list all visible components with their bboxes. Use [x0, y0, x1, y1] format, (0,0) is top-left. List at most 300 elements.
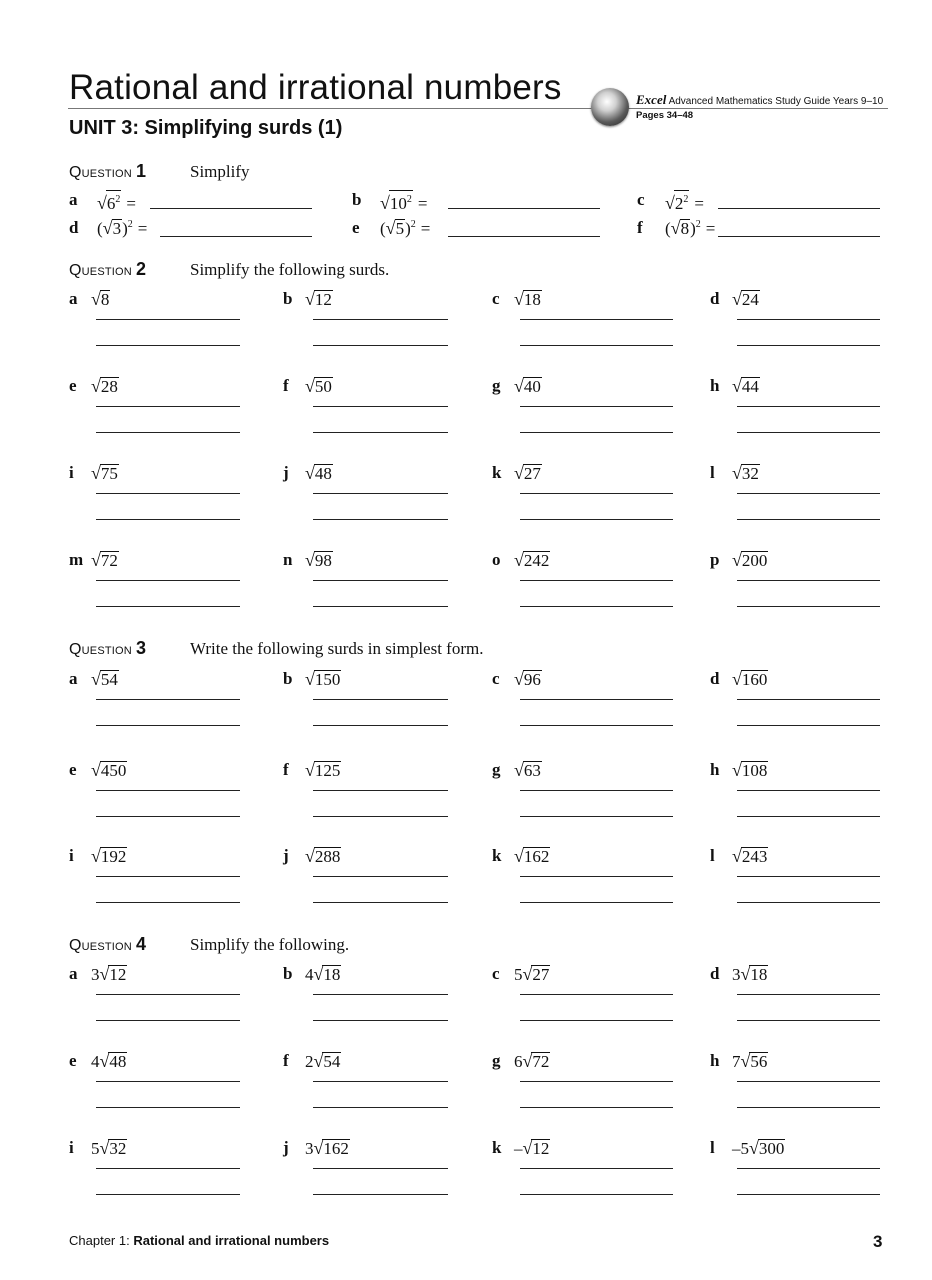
- radical-sign-icon: √: [99, 1138, 110, 1158]
- surd-expression: [305, 550, 333, 571]
- exponent: 2: [115, 194, 121, 205]
- coefficient: 3: [305, 1139, 314, 1158]
- answer-line[interactable]: [313, 816, 448, 817]
- surd-expression: [305, 1051, 341, 1072]
- radical-sign-icon: √: [670, 218, 681, 238]
- surd-expression: [514, 1051, 550, 1072]
- answer-line[interactable]: [96, 1168, 240, 1169]
- item-letter: f: [283, 1051, 289, 1070]
- open-paren: (: [97, 219, 103, 238]
- question-2-heading: Question 2 Simplify the following surds.: [69, 259, 390, 279]
- answer-line[interactable]: [520, 1107, 673, 1108]
- item-letter: g: [492, 376, 501, 395]
- radicand-value: 6: [106, 194, 116, 213]
- answer-line[interactable]: [718, 236, 880, 237]
- close-paren: ): [405, 219, 411, 238]
- coefficient: 4: [91, 1052, 100, 1071]
- answer-line[interactable]: [313, 345, 448, 346]
- item-letter: c: [492, 964, 500, 983]
- answer-line[interactable]: [520, 1081, 673, 1082]
- answer-line[interactable]: [737, 1107, 880, 1108]
- answer-line[interactable]: [96, 1020, 240, 1021]
- item-letter: p: [710, 550, 720, 569]
- answer-line[interactable]: [96, 876, 240, 877]
- radicand: [395, 219, 406, 237]
- radicand-value: 3: [112, 219, 122, 238]
- radicand-value: 8: [100, 290, 110, 309]
- answer-line[interactable]: [520, 406, 673, 407]
- radicand: [531, 1052, 550, 1070]
- radical-sign-icon: √: [305, 550, 315, 570]
- question-1-instruction: Simplify: [190, 162, 250, 181]
- radicand: [100, 464, 119, 482]
- radicand: [523, 464, 542, 482]
- answer-line[interactable]: [737, 606, 880, 607]
- radicand: [100, 761, 128, 779]
- surd-expression: [514, 376, 542, 397]
- book-title: Advanced Mathematics Study Guide Years 9–10: [668, 96, 884, 107]
- answer-line[interactable]: [520, 902, 673, 903]
- item-letter: d: [69, 218, 79, 237]
- radicand: [100, 847, 128, 865]
- item-letter: c: [637, 190, 645, 209]
- coefficient: 4: [305, 965, 314, 984]
- radical-sign-icon: √: [385, 218, 396, 238]
- radicand-value: 125: [314, 761, 341, 780]
- item-letter: m: [69, 550, 84, 569]
- radical-sign-icon: √: [305, 376, 315, 396]
- coefficient: 6: [514, 1052, 523, 1071]
- radical-sign-icon: √: [514, 376, 524, 396]
- item-letter: b: [283, 289, 293, 308]
- item-letter: l: [710, 1138, 715, 1157]
- radical-sign-icon: √: [740, 964, 751, 984]
- answer-line[interactable]: [737, 790, 880, 791]
- radicand: [389, 190, 413, 212]
- radical-sign-icon: √: [522, 1138, 533, 1158]
- answer-line[interactable]: [520, 876, 673, 877]
- item-letter: f: [283, 760, 289, 779]
- radicand-value: 150: [314, 670, 341, 689]
- answer-line[interactable]: [96, 699, 240, 700]
- radicand-value: 32: [741, 464, 759, 483]
- answer-line[interactable]: [313, 580, 448, 581]
- radicand: [674, 190, 690, 212]
- radicand: [314, 847, 342, 865]
- radicand: [314, 670, 342, 688]
- answer-line[interactable]: [96, 902, 240, 903]
- radical-sign-icon: √: [91, 669, 101, 689]
- answer-line[interactable]: [313, 493, 448, 494]
- surd-expression: [91, 1138, 127, 1159]
- answer-line[interactable]: [313, 1168, 448, 1169]
- answer-line[interactable]: [313, 1107, 448, 1108]
- radicand-value: 5: [395, 219, 405, 238]
- answer-line[interactable]: [737, 432, 880, 433]
- answer-line[interactable]: [96, 319, 240, 320]
- item-letter: h: [710, 760, 720, 779]
- item-letter: f: [637, 218, 643, 237]
- radicand: [758, 1139, 786, 1157]
- answer-line[interactable]: [160, 236, 312, 237]
- radical-sign-icon: √: [102, 218, 113, 238]
- close-paren: ): [690, 219, 696, 238]
- answer-line[interactable]: [520, 432, 673, 433]
- item-letter: c: [492, 669, 500, 688]
- surd-expression: [91, 289, 110, 310]
- item-letter: k: [492, 1138, 502, 1157]
- radical-sign-icon: √: [514, 760, 524, 780]
- radical-sign-icon: √: [749, 1138, 759, 1158]
- answer-line[interactable]: [520, 606, 673, 607]
- item-letter: i: [69, 463, 74, 482]
- equals-sign: =: [705, 219, 716, 238]
- answer-line[interactable]: [150, 208, 312, 209]
- item-letter: e: [69, 1051, 77, 1070]
- radicand: [741, 290, 760, 308]
- answer-line[interactable]: [737, 1194, 880, 1195]
- answer-line[interactable]: [96, 519, 240, 520]
- answer-line[interactable]: [313, 1020, 448, 1021]
- answer-line[interactable]: [313, 876, 448, 877]
- answer-line[interactable]: [96, 1081, 240, 1082]
- answer-line[interactable]: [520, 725, 673, 726]
- item-letter: c: [492, 289, 500, 308]
- equals-sign: =: [417, 194, 428, 213]
- footer-chapter: Chapter 1: Rational and irrational numbers: [69, 1233, 330, 1248]
- surd-expression: [514, 669, 542, 690]
- radicand-value: 48: [109, 1052, 127, 1071]
- radical-sign-icon: √: [732, 760, 742, 780]
- unit-heading: UNIT 3: Simplifying surds (1): [69, 117, 343, 139]
- answer-line[interactable]: [737, 345, 880, 346]
- radicand-value: 72: [100, 551, 118, 570]
- item-letter: k: [492, 846, 502, 865]
- answer-line[interactable]: [313, 725, 448, 726]
- radicand-value: 72: [532, 1052, 550, 1071]
- answer-line[interactable]: [737, 816, 880, 817]
- item-letter: g: [492, 1051, 501, 1070]
- radicand-value: 27: [532, 965, 550, 984]
- question-3-instruction: Write the following surds in simplest form.: [190, 639, 484, 658]
- open-paren: (: [380, 219, 386, 238]
- answer-line[interactable]: [737, 1168, 880, 1169]
- coefficient: 3: [732, 965, 741, 984]
- answer-line[interactable]: [737, 1081, 880, 1082]
- answer-line[interactable]: [96, 493, 240, 494]
- radicand: [100, 670, 119, 688]
- answer-line[interactable]: [737, 994, 880, 995]
- answer-line[interactable]: [737, 876, 880, 877]
- radicand-value: 24: [741, 290, 759, 309]
- radicand-value: 200: [741, 551, 768, 570]
- item-letter: d: [710, 289, 720, 308]
- excel-logo-icon: [591, 88, 629, 126]
- radicand: [749, 965, 768, 983]
- radical-sign-icon: √: [732, 463, 742, 483]
- radicand: [531, 965, 550, 983]
- answer-line[interactable]: [313, 790, 448, 791]
- radicand: [680, 219, 691, 237]
- radicand: [741, 670, 769, 688]
- item-letter: k: [492, 463, 502, 482]
- question-4-instruction: Simplify the following.: [190, 935, 350, 954]
- radicand: [108, 965, 127, 983]
- radicand: [314, 761, 342, 779]
- answer-line[interactable]: [313, 606, 448, 607]
- answer-line[interactable]: [737, 580, 880, 581]
- radicand-value: 96: [523, 670, 541, 689]
- answer-line[interactable]: [737, 699, 880, 700]
- item-letter: g: [492, 760, 501, 779]
- radicand-value: 40: [523, 377, 541, 396]
- answer-line[interactable]: [520, 1194, 673, 1195]
- radicand-value: 243: [741, 847, 768, 866]
- radicand: [749, 1052, 768, 1070]
- surd-expression: [91, 669, 119, 690]
- radical-sign-icon: √: [91, 376, 101, 396]
- answer-line[interactable]: [737, 519, 880, 520]
- radical-sign-icon: √: [522, 964, 533, 984]
- radicand: [314, 464, 333, 482]
- radicand-value: 288: [314, 847, 341, 866]
- item-letter: e: [352, 218, 360, 237]
- surd-expression: [514, 463, 542, 484]
- page-number: 3: [873, 1232, 883, 1251]
- radicand-value: 54: [100, 670, 118, 689]
- radicand-value: 12: [109, 965, 127, 984]
- radicand-value: 2: [674, 194, 684, 213]
- surd-expression: [305, 289, 333, 310]
- exponent: 2: [695, 219, 701, 230]
- exponent: 2: [683, 194, 689, 205]
- header-rule: [68, 108, 888, 109]
- answer-line[interactable]: [520, 816, 673, 817]
- answer-line[interactable]: [313, 699, 448, 700]
- answer-line[interactable]: [737, 406, 880, 407]
- surd-expression: [305, 1138, 350, 1159]
- answer-line[interactable]: [96, 606, 240, 607]
- radical-sign-icon: √: [313, 1051, 324, 1071]
- item-letter: b: [352, 190, 362, 209]
- exponent: 2: [406, 194, 412, 205]
- radicand-value: 108: [741, 761, 768, 780]
- radicand-value: 160: [741, 670, 768, 689]
- item-letter: j: [283, 846, 289, 865]
- coefficient: 3: [91, 965, 100, 984]
- surd-expression: [732, 760, 768, 781]
- answer-line[interactable]: [737, 319, 880, 320]
- question-4-heading: Question 4 Simplify the following.: [69, 934, 350, 954]
- question-1-heading: Question 1 Simplify: [69, 161, 250, 181]
- surd-expression: [91, 760, 127, 781]
- answer-line[interactable]: [520, 493, 673, 494]
- radical-sign-icon: √: [514, 846, 524, 866]
- item-letter: d: [710, 964, 720, 983]
- item-letter: h: [710, 376, 720, 395]
- radicand-value: 10: [389, 194, 407, 213]
- radicand: [523, 551, 551, 569]
- radical-sign-icon: √: [313, 964, 324, 984]
- answer-line[interactable]: [737, 493, 880, 494]
- coefficient: –5: [732, 1139, 749, 1158]
- radical-sign-icon: √: [514, 669, 524, 689]
- answer-line[interactable]: [313, 1194, 448, 1195]
- radical-sign-icon: √: [91, 289, 101, 309]
- answer-line[interactable]: [520, 1020, 673, 1021]
- radicand: [314, 290, 333, 308]
- radicand: [322, 1052, 341, 1070]
- answer-line[interactable]: [448, 236, 600, 237]
- item-letter: a: [69, 669, 78, 688]
- radical-sign-icon: √: [99, 964, 110, 984]
- answer-line[interactable]: [96, 432, 240, 433]
- page-range: Pages 34–48: [636, 110, 694, 121]
- surd-expression: [305, 760, 341, 781]
- radicand: [100, 551, 119, 569]
- answer-line[interactable]: [520, 580, 673, 581]
- radicand-value: 242: [523, 551, 550, 570]
- item-letter: a: [69, 289, 78, 308]
- surd-expression: [514, 550, 550, 571]
- radical-sign-icon: √: [514, 289, 524, 309]
- answer-line[interactable]: [313, 319, 448, 320]
- answer-line[interactable]: [520, 319, 673, 320]
- radical-sign-icon: √: [740, 1051, 751, 1071]
- answer-line[interactable]: [96, 580, 240, 581]
- answer-line[interactable]: [313, 1081, 448, 1082]
- radicand: [314, 377, 333, 395]
- radicand-value: 300: [758, 1139, 785, 1158]
- radicand: [741, 464, 760, 482]
- radical-sign-icon: √: [514, 550, 524, 570]
- surd-expression: [514, 760, 542, 781]
- item-letter: a: [69, 190, 78, 209]
- answer-line[interactable]: [520, 345, 673, 346]
- exponent: 2: [410, 219, 416, 230]
- item-letter: e: [69, 376, 77, 395]
- radical-sign-icon: √: [522, 1051, 533, 1071]
- radicand: [531, 1139, 550, 1157]
- radicand-value: 18: [750, 965, 768, 984]
- radicand: [741, 377, 760, 395]
- radicand: [523, 847, 551, 865]
- answer-line[interactable]: [313, 406, 448, 407]
- answer-line[interactable]: [520, 994, 673, 995]
- answer-line[interactable]: [718, 208, 880, 209]
- answer-line[interactable]: [96, 345, 240, 346]
- radical-sign-icon: √: [732, 376, 742, 396]
- radical-sign-icon: √: [91, 463, 101, 483]
- surd-expression: [91, 463, 119, 484]
- answer-line[interactable]: [313, 902, 448, 903]
- surd-expression: [97, 218, 147, 239]
- answer-line[interactable]: [96, 725, 240, 726]
- answer-line[interactable]: [737, 1020, 880, 1021]
- item-letter: f: [283, 376, 289, 395]
- answer-line[interactable]: [96, 816, 240, 817]
- surd-expression: [380, 190, 427, 214]
- answer-line[interactable]: [520, 790, 673, 791]
- radicand: [523, 377, 542, 395]
- surd-expression: [732, 289, 760, 310]
- radical-sign-icon: √: [732, 550, 742, 570]
- answer-line[interactable]: [96, 790, 240, 791]
- answer-line[interactable]: [96, 406, 240, 407]
- radicand: [523, 761, 542, 779]
- surd-expression: [514, 846, 550, 867]
- item-letter: l: [710, 463, 715, 482]
- radicand-value: 18: [523, 290, 541, 309]
- surd-expression: [732, 669, 768, 690]
- radical-sign-icon: √: [91, 760, 101, 780]
- item-letter: i: [69, 846, 74, 865]
- radicand: [741, 847, 769, 865]
- surd-expression: [305, 669, 341, 690]
- question-3-heading: Question 3 Write the following surds in simplest form.: [69, 638, 484, 658]
- radical-sign-icon: √: [514, 463, 524, 483]
- surd-expression: [665, 190, 704, 214]
- radicand: [322, 965, 341, 983]
- answer-line[interactable]: [520, 519, 673, 520]
- answer-line[interactable]: [448, 208, 600, 209]
- answer-line[interactable]: [96, 1107, 240, 1108]
- answer-line[interactable]: [96, 1194, 240, 1195]
- open-paren: (: [665, 219, 671, 238]
- answer-line[interactable]: [313, 994, 448, 995]
- surd-expression: [97, 190, 136, 214]
- answer-line[interactable]: [737, 902, 880, 903]
- item-letter: e: [69, 760, 77, 779]
- surd-expression: [91, 1051, 127, 1072]
- answer-line[interactable]: [96, 994, 240, 995]
- answer-line[interactable]: [520, 1168, 673, 1169]
- radical-sign-icon: √: [99, 1051, 110, 1071]
- brand-name: Excel: [636, 92, 667, 107]
- radicand: [322, 1139, 350, 1157]
- surd-expression: [514, 1138, 550, 1159]
- radical-sign-icon: √: [732, 846, 742, 866]
- radical-sign-icon: √: [305, 669, 315, 689]
- radicand: [112, 219, 123, 237]
- answer-line[interactable]: [313, 432, 448, 433]
- answer-line[interactable]: [737, 725, 880, 726]
- surd-expression: [732, 550, 768, 571]
- surd-expression: [732, 376, 760, 397]
- radical-sign-icon: √: [313, 1138, 324, 1158]
- answer-line[interactable]: [520, 699, 673, 700]
- surd-expression: [305, 846, 341, 867]
- equals-sign: =: [126, 194, 136, 213]
- answer-line[interactable]: [313, 519, 448, 520]
- surd-expression: [514, 289, 542, 310]
- item-letter: a: [69, 964, 78, 983]
- page-title: Rational and irrational numbers: [69, 68, 562, 107]
- radicand-value: 63: [523, 761, 541, 780]
- surd-expression: [91, 846, 127, 867]
- item-letter: h: [710, 1051, 720, 1070]
- item-letter: d: [710, 669, 720, 688]
- radical-sign-icon: √: [305, 289, 315, 309]
- surd-expression: [91, 376, 119, 397]
- radical-sign-icon: √: [305, 463, 315, 483]
- radicand-value: 450: [100, 761, 127, 780]
- equals-sign: =: [694, 194, 704, 213]
- radical-sign-icon: √: [97, 193, 107, 213]
- radicand-value: 12: [532, 1139, 550, 1158]
- radicand-value: 18: [323, 965, 341, 984]
- item-letter: j: [283, 1138, 289, 1157]
